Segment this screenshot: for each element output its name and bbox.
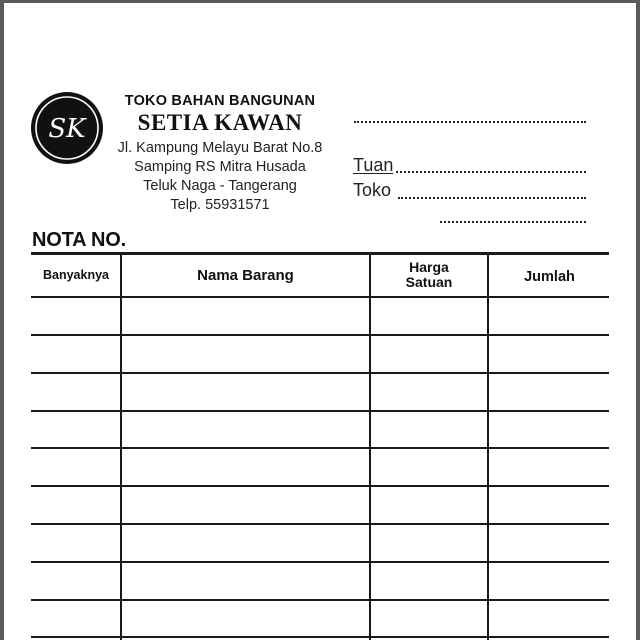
phone-number: Telp. 55931571 [170, 197, 270, 213]
table-row[interactable] [31, 561, 609, 563]
tuan-label: Tuan [353, 155, 394, 175]
sheet-border-top [0, 0, 640, 3]
shop-type: TOKO BAHAN BANGUNAN [124, 93, 316, 109]
toko-field[interactable] [398, 197, 586, 199]
address-line-1: Jl. Kampung Melayu Barat No.8 [117, 140, 323, 156]
column-header-unit-price [372, 260, 486, 290]
unit-price-line-1: Harga [409, 259, 449, 275]
column-header-quantity: Banyaknya [42, 268, 109, 282]
table-header-divider [31, 296, 609, 298]
toko-label: Toko [353, 180, 392, 200]
shop-logo [30, 91, 104, 165]
table-row[interactable] [31, 447, 609, 449]
column-header-total: Jumlah [524, 269, 575, 285]
tuan-field[interactable] [396, 171, 586, 173]
unit-price-line-2: Satuan [405, 274, 453, 290]
date-field[interactable] [354, 121, 586, 123]
table-row[interactable] [31, 636, 609, 638]
logo-monogram: SK [48, 114, 86, 144]
table-row[interactable] [31, 372, 609, 374]
shop-name: SETIA KAWAN [137, 110, 303, 135]
address-line-3: Teluk Naga - Tangerang [143, 178, 297, 194]
sheet-border-right [636, 0, 640, 640]
address-line-2: Samping RS Mitra Husada [134, 159, 306, 175]
column-divider-2 [369, 255, 371, 640]
table-top-border [31, 252, 609, 255]
address-field[interactable] [440, 221, 586, 223]
table-row[interactable] [31, 334, 609, 336]
column-header-item-name: Nama Barang [197, 267, 294, 284]
table-row[interactable] [31, 523, 609, 525]
invoice-number-label: NOTA NO. [32, 229, 126, 251]
column-divider-1 [120, 255, 122, 640]
sheet-border-left [0, 0, 4, 640]
column-divider-3 [487, 255, 489, 640]
table-row[interactable] [31, 410, 609, 412]
table-row[interactable] [31, 599, 609, 601]
table-row[interactable] [31, 485, 609, 487]
